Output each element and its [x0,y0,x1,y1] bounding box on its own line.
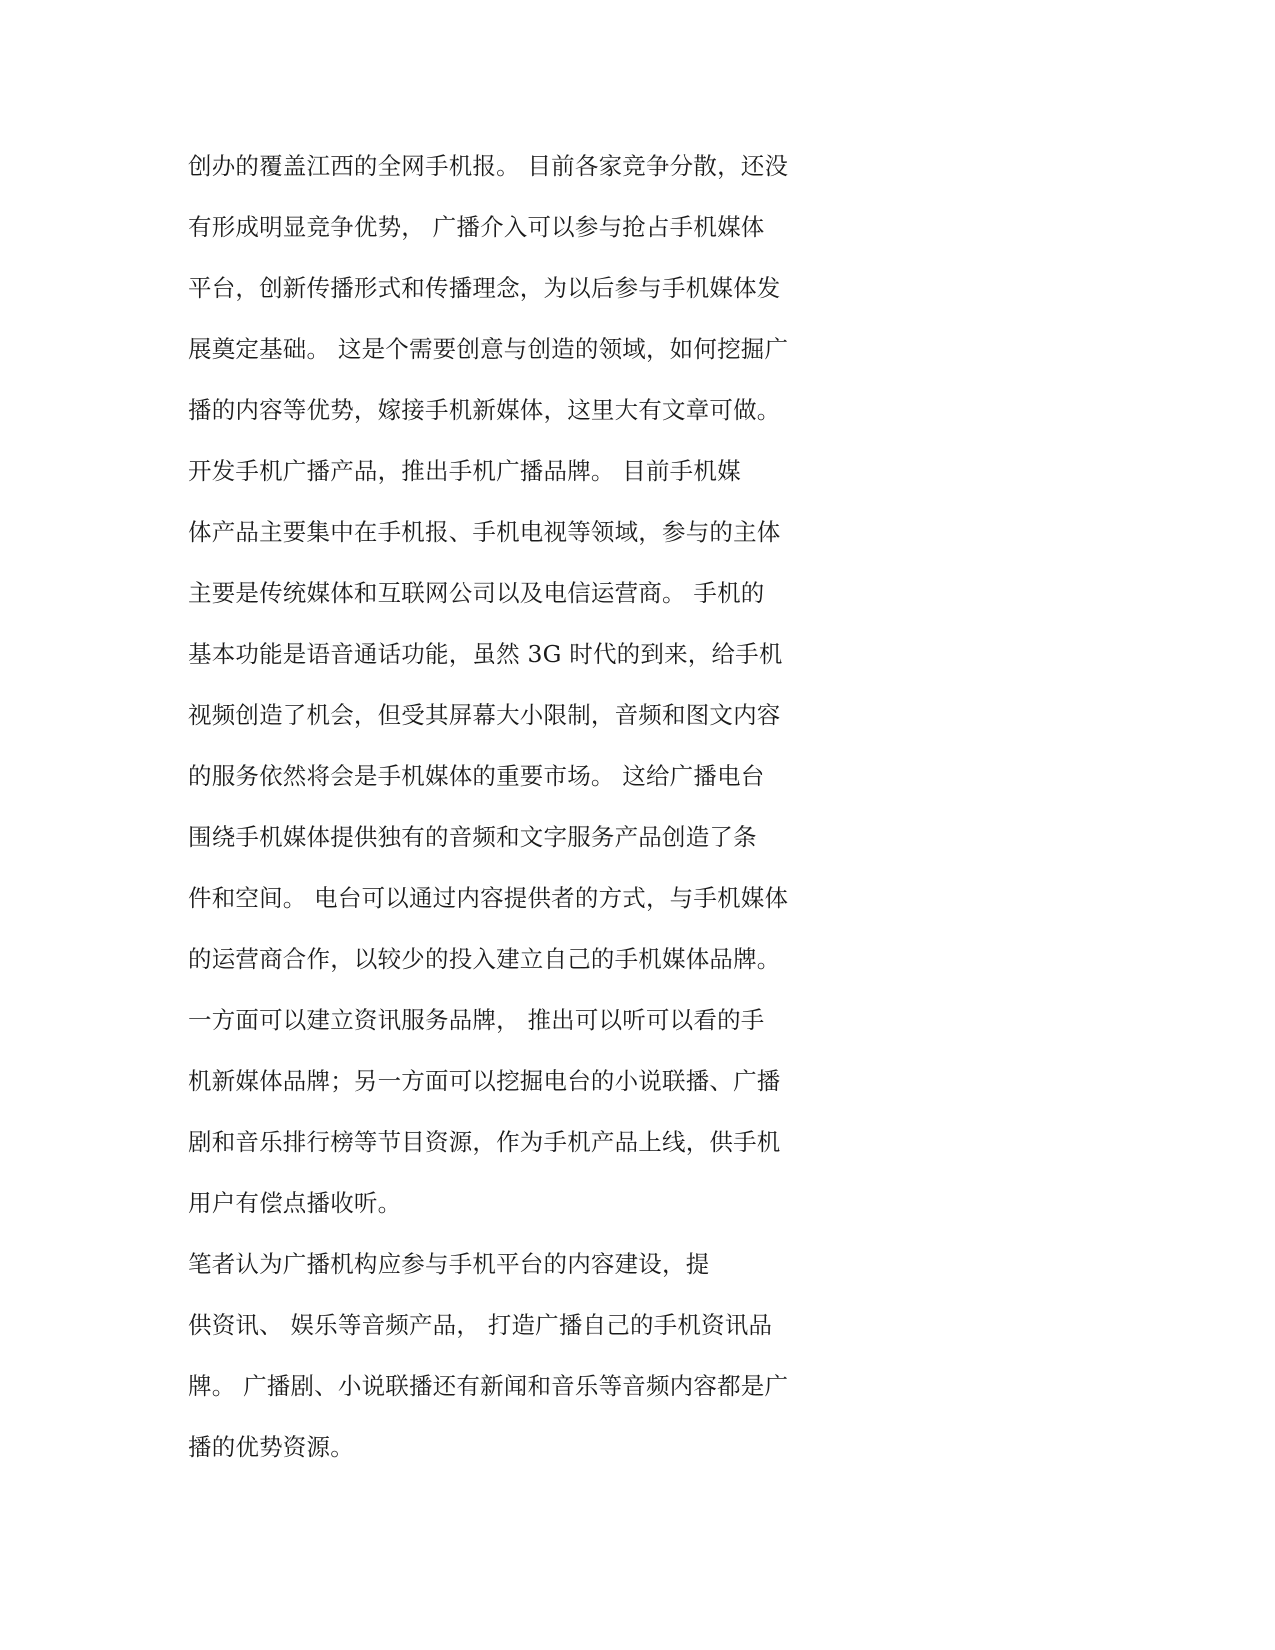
text-line: 的服务依然将会是手机媒体的重要市场。 这给广播电台 [188,762,765,790]
text-line: 有形成明显竞争优势， 广播介入可以参与抢占手机媒体 [188,213,765,241]
text-line: 播的内容等优势，嫁接手机新媒体，这里大有文章可做。 [188,396,781,424]
text-line: 围绕手机媒体提供独有的音频和文字服务产品创造了条 [188,823,757,851]
text-line: 开发手机广播产品，推出手机广播品牌。 目前手机媒 [188,457,741,485]
text-line: 机新媒体品牌；另一方面可以挖掘电台的小说联播、广播 [188,1067,781,1095]
text-line: 一方面可以建立资讯服务品牌， 推出可以听可以看的手 [188,1006,765,1034]
text-line: 剧和音乐排行榜等节目资源，作为手机产品上线，供手机 [188,1128,781,1156]
text-line: 牌。 广播剧、小说联播还有新闻和音乐等音频内容都是广 [188,1372,789,1400]
text-line: 主要是传统媒体和互联网公司以及电信运营商。 手机的 [188,579,765,607]
text-line: 展奠定基础。 这是个需要创意与创造的领域，如何挖掘广 [188,335,789,363]
text-line: 用户有偿点播收听。 [188,1189,402,1217]
text-line: 播的优势资源。 [188,1433,354,1461]
text-line: 的运营商合作，以较少的投入建立自己的手机媒体品牌。 [188,945,781,973]
text-line: 基本功能是语音通话功能，虽然 3G 时代的到来，给手机 [188,640,783,668]
text-line: 视频创造了机会，但受其屏幕大小限制，音频和图文内容 [188,701,781,729]
document-body [188,145,848,1487]
text-line: 件和空间。 电台可以通过内容提供者的方式，与手机媒体 [188,884,789,912]
text-line: 供资讯、 娱乐等音频产品， 打造广播自己的手机资讯品 [188,1311,773,1339]
text-line: 笔者认为广播机构应参与手机平台的内容建设，提 [188,1250,710,1278]
text-line: 体产品主要集中在手机报、手机电视等领域，参与的主体 [188,518,781,546]
text-line: 平台，创新传播形式和传播理念，为以后参与手机媒体发 [188,274,781,302]
text-line: 创办的覆盖江西的全网手机报。 目前各家竞争分散，还没 [188,152,789,180]
